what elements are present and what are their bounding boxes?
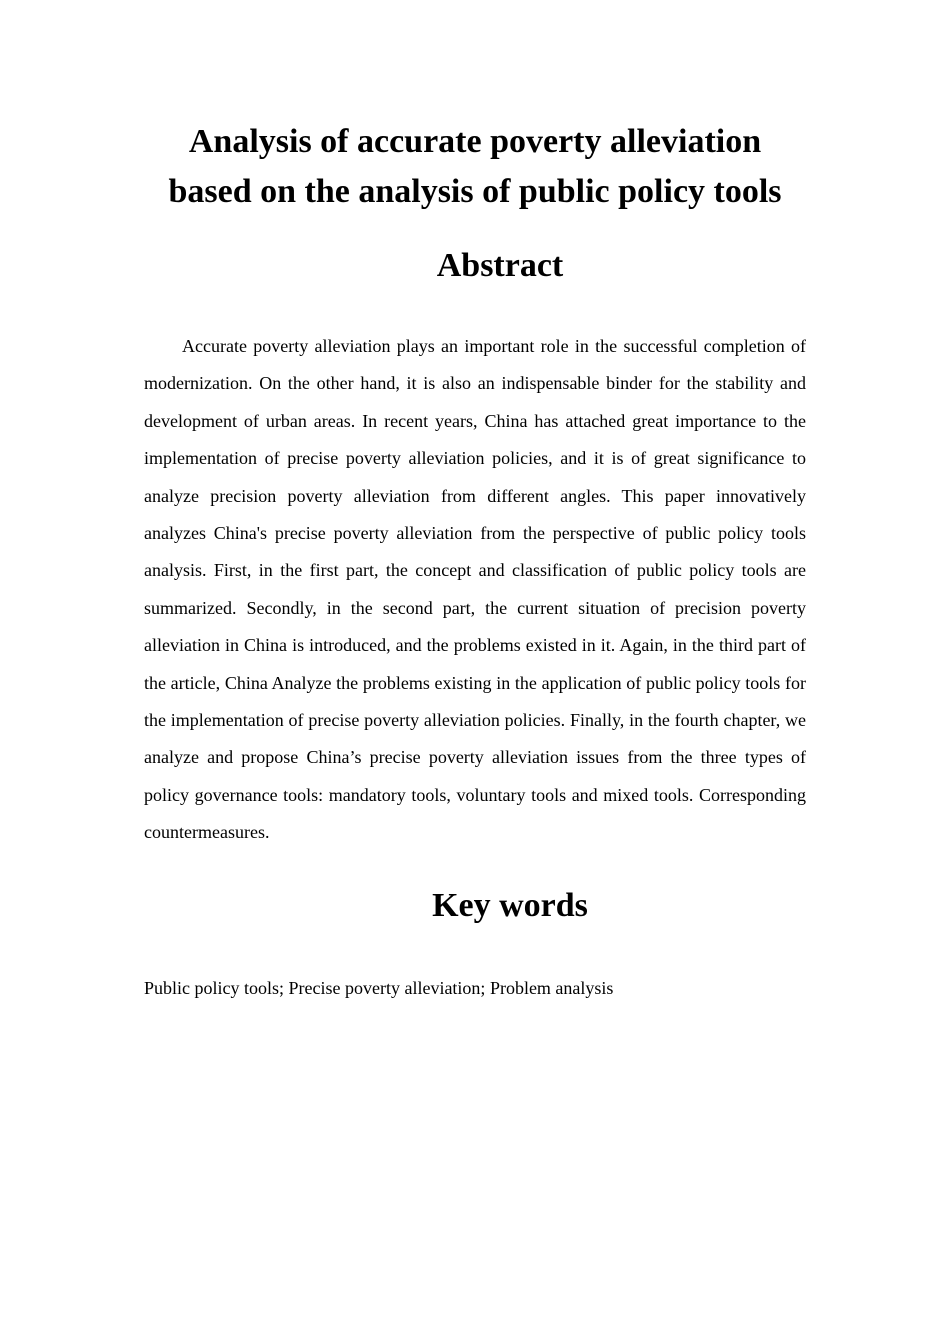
abstract-heading: Abstract bbox=[436, 247, 564, 284]
keywords-heading: Key words bbox=[432, 887, 588, 924]
paper-title: Analysis of accurate poverty alleviation based on the analysis of public policy tools bbox=[168, 123, 782, 210]
keywords-text: Public policy tools; Precise poverty alleviation; Problem analysis bbox=[144, 978, 614, 998]
abstract-paragraph: Accurate poverty alleviation plays an important role in the successful completion of modernization. On the other hand, it is also an indispensable binder for the stability and development of urban areas. In recent years, China has attached great importance to the implementation of precise poverty alleviation policies, and it is of great significance to analyze precision poverty alleviation from different angles. This paper innovatively analyzes China's precise poverty alleviation from the perspective of public policy tools analysis. First, in the first part, the concept and classification of public policy tools are summarized. Secondly, in the second part, the current situation of precision poverty alleviation in China is introduced, and the problems existed in it. Again, in the third part of the article, China Analyze the problems existing in the application of public policy tools for the implementation of precise poverty alleviation policies. Finally, in the fourth chapter, we analyze and propose China’s precise poverty alleviation issues from the three types of policy governance tools: mandatory tools, voluntary tools and mixed tools. Corresponding countermeasures. bbox=[144, 336, 806, 843]
